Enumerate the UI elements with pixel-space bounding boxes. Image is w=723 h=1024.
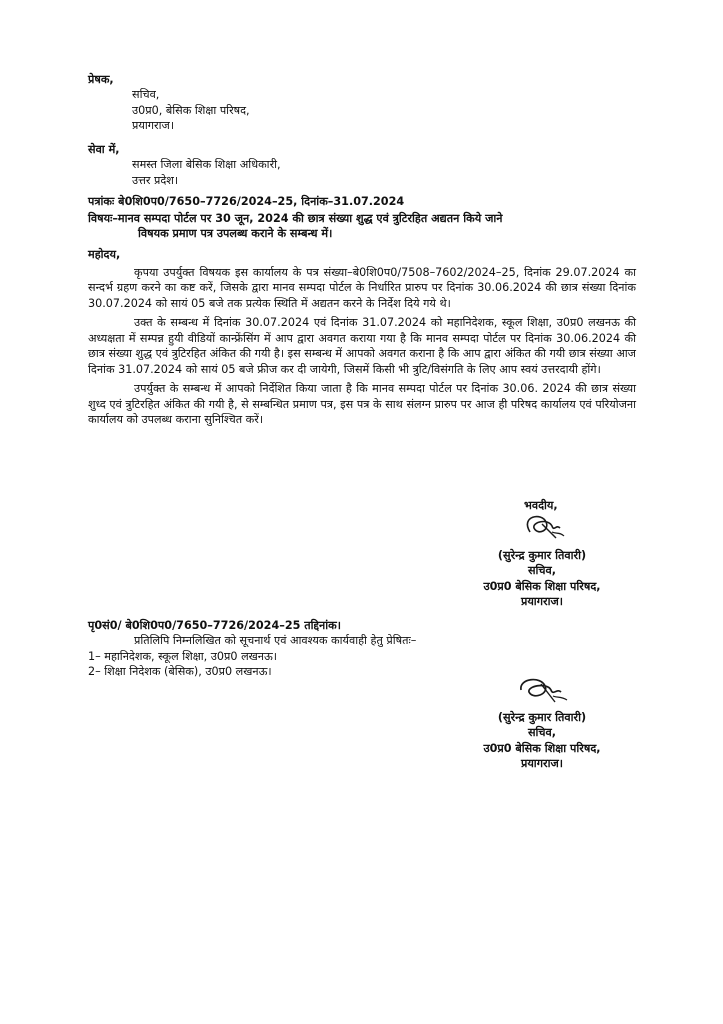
signatory-place: प्रयागराज। <box>520 757 564 771</box>
recipient-heading: सेवा में, <box>88 143 120 156</box>
recipient-line: उत्तर प्रदेश। <box>132 173 179 187</box>
signatory-office: उ0प्र0 बेसिक शिक्षा परिषद, <box>483 741 601 755</box>
sender-block <box>88 72 648 134</box>
body-paragraph: कृपया उपर्युक्त विषयक इस कार्यालय के पत्र संख्या–बे0शि0प0/7508–7602/2024–25, दिनांक 29.07.2024 का सन्दर्भ ग्रहण करने का कष्ट करें, जिसके द्वारा मानव सम्पदा पोर्टल के निर्धारित प्रारुप पर दिनांक 30.06.2024 की छात्र संख्या दिनांक 30.07.2024 को सायं 05 बजे तक प्रत्येक स्थिति में अद्यतन करने के निर्देश दिये गये थे। <box>88 266 636 310</box>
closing-text: भवदीय, <box>524 499 558 512</box>
subject-line-2: विषयक प्रमाण पत्र उपलब्ध कराने के सम्बन्ध में। <box>138 227 333 241</box>
copy-item: 1– महानिदेशक, स्कूल शिक्षा, उ0प्र0 लखनऊ। <box>88 649 278 663</box>
sender-line: प्रयागराज। <box>132 119 175 133</box>
handwritten-signature-icon <box>507 672 577 710</box>
copy-intro: प्रतिलिपि निम्नलिखित को सूचनार्थ एवं आवश्यक कार्यवाही हेतु प्रेषितः– <box>134 634 417 648</box>
reference-line: पत्रांकः बे0शि0प0/7650–7726/2024–25, दिनांक–31.07.2024 <box>88 195 405 208</box>
signatory-name: (सुरेन्द्र कुमार तिवारी) <box>497 711 587 724</box>
signature-block-2 <box>452 672 632 772</box>
signatory-place: प्रयागराज। <box>520 595 564 609</box>
subject-line-1: विषयः–मानव सम्पदा पोर्टल पर 30 जून, 2024 की छात्र संख्या शुद्ध एवं त्रुटिरहित अद्यतन किये जाने <box>88 212 503 225</box>
copy-reference: पृ0सं0/ बे0शि0प0/7650–7726/2024–25 तद्दिनांक। <box>88 619 341 632</box>
salutation: महोदय, <box>88 248 121 261</box>
signature-block-1 <box>452 510 632 610</box>
signatory-designation: सचिव, <box>527 564 557 578</box>
sender-heading: प्रेषक, <box>88 73 114 86</box>
recipient-block <box>88 142 648 188</box>
letter-body <box>88 265 636 432</box>
body-paragraph: उपर्युक्त के सम्बन्ध में आपको निर्देशित किया जाता है कि मानव सम्पदा पोर्टल पर दिनांक 30.06. 2024 की छात्र संख्या शुध्द एवं त्रुटिरहित अंकित की गयी है, से सम्बन्धित प्रमाण पत्र, इस पत्र के साथ संलग्न प्रारुप पर आज ही परिषद कार्यालय एवं परियोजना कार्यालय को उपलब्ध कराना सुनिश्चित करें। <box>88 382 636 427</box>
copy-section <box>88 618 648 680</box>
sender-line: सचिव, <box>132 88 160 102</box>
signatory-name: (सुरेन्द्र कुमार तिवारी) <box>497 549 587 562</box>
signatory-office: उ0प्र0 बेसिक शिक्षा परिषद, <box>483 579 601 593</box>
signatory-designation: सचिव, <box>527 726 557 740</box>
sender-line: उ0प्र0, बेसिक शिक्षा परिषद, <box>132 103 250 117</box>
handwritten-signature-icon <box>512 510 572 548</box>
copy-item: 2– शिक्षा निदेशक (बेसिक), उ0प्र0 लखनऊ। <box>88 665 272 679</box>
body-paragraph: उक्त के सम्बन्ध में दिनांक 30.07.2024 एवं दिनांक 31.07.2024 को महानिदेशक, स्कूल शिक्षा, उ0प्र0 लखनऊ की अध्यक्षता में सम्पन्न हुयी वीडियों कान्फ्रेंसिंग में आप द्वारा अवगत कराया गया है कि मानव सम्पदा पोर्टल पर दिनांक 30.06.2024 की छात्र संख्या शुद्ध एवं त्रुटिरहित अंकित की गयी है। इस सम्बन्ध में आपको अवगत कराना है कि आप द्वारा अंकित की गयी छात्र संख्या आज दिनांक 31.07.2024 को सायं 05 बजे फ्रीज कर दी जायेगी, जिसमें किसी भी त्रुटि/विसंगति के लिए आप स्वयं उत्तरदायी होंगे। <box>88 316 636 376</box>
recipient-line: समस्त जिला बेसिक शिक्षा अधिकारी, <box>132 158 281 172</box>
subject-block <box>88 211 688 242</box>
